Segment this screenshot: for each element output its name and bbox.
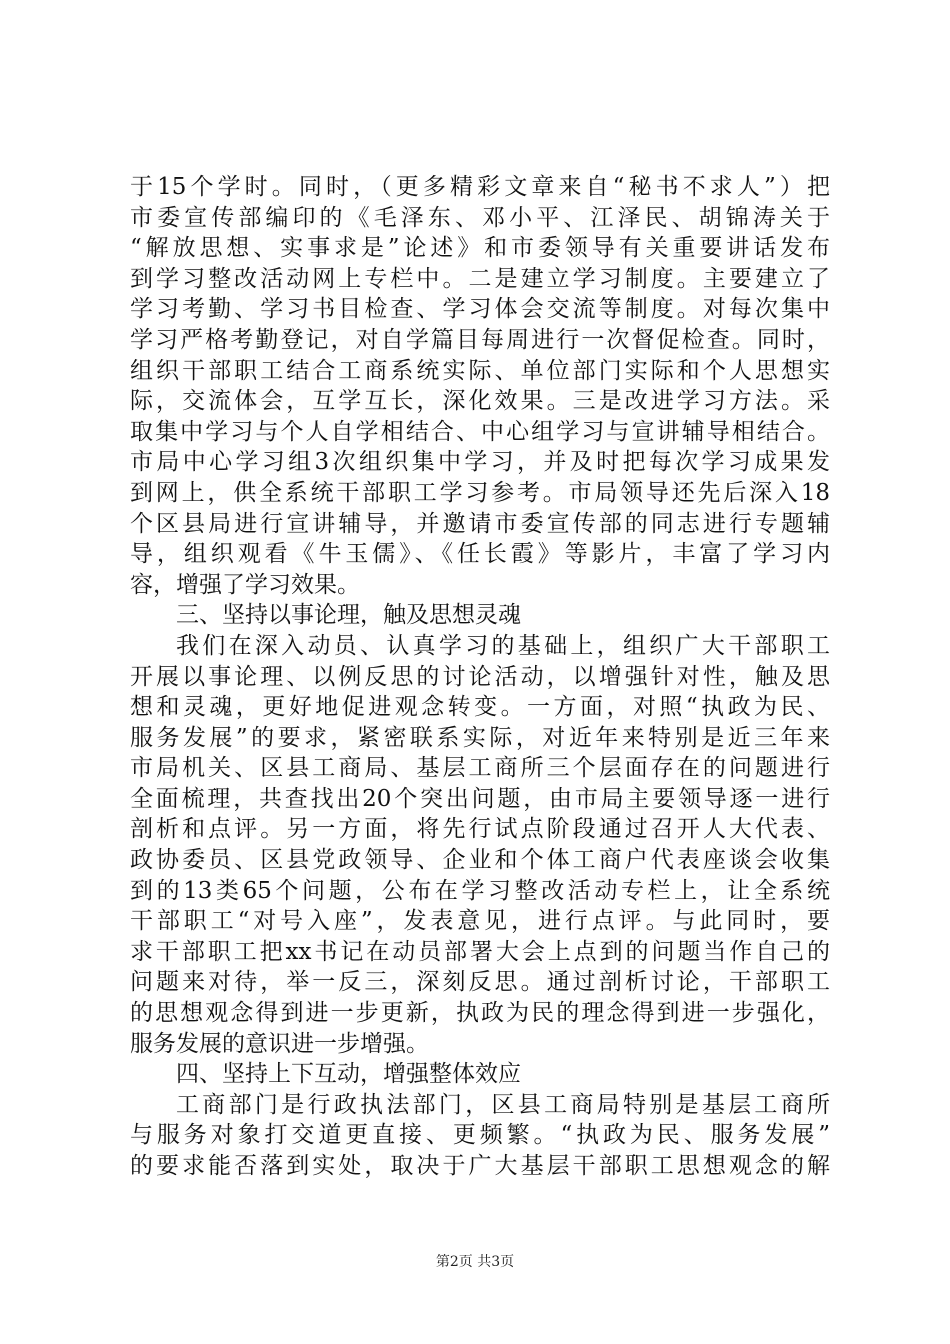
page-footer: 第2页 共3页 [435,1254,515,1270]
paragraph-line: 个区县局进行宣讲辅导，并邀请市委宣传部的同志进行专题辅 [130,510,830,537]
paragraph-line: 容，增强了学习效果。 [130,571,360,598]
paragraph-line: 的要求能否落到实处，取决于广大基层干部职工思想观念的解 [130,1153,830,1179]
paragraph-line: 剖析和点评。另一方面，将先行试点阶段通过召开人大代表、 [130,816,830,843]
paragraph-line: 想和灵魂，更好地促进观念转变。一方面，对照“执政为民、 [130,694,830,721]
paragraph-line: 求干部职工把xx书记在动员部署大会上点到的问题当作自己的 [130,938,830,965]
section-heading: 三、坚持以事论理，触及思想灵魂 [176,602,521,629]
paragraph-line: 与服务对象打交道更直接、更频繁。“执政为民、服务发展” [130,1122,830,1149]
paragraph-line: 市局机关、区县工商局、基层工商所三个层面存在的问题进行 [130,755,830,782]
paragraph-line: 政协委员、区县党政领导、企业和个体工商户代表座谈会收集 [130,847,830,874]
paragraph-line: 学习严格考勤登记，对自学篇目每周进行一次督促检查。同时， [130,326,830,353]
document-body [130,172,830,1182]
paragraph-line: 取集中学习与个人自学相结合、中心组学习与宣讲辅导相结合。 [130,418,830,445]
paragraph-line: 市委宣传部编印的《毛泽东、邓小平、江泽民、胡锦涛关于 [130,204,830,231]
paragraph-line: 问题来对待，举一反三，深刻反思。通过剖析讨论，干部职工 [130,969,830,996]
paragraph-line: 的思想观念得到进一步更新，执政为民的理念得到进一步强化， [130,1000,830,1027]
paragraph-line: 于15个学时。同时，（更多精彩文章来自“秘书不求人”）把 [130,174,830,200]
section-heading: 四、坚持上下互动，增强整体效应 [176,1061,521,1088]
paragraph-line: 际，交流体会，互学互长，深化效果。三是改进学习方法。采 [130,388,830,415]
paragraph-line: 导，组织观看《牛玉儒》、《任长霞》等影片，丰富了学习内 [130,541,830,568]
paragraph-line: 组织干部职工结合工商系统实际、单位部门实际和个人思想实 [130,357,830,384]
paragraph-line: 学习考勤、学习书目检查、学习体会交流等制度。对每次集中 [130,296,830,323]
paragraph-line: 开展以事论理、以例反思的讨论活动，以增强针对性，触及思 [130,663,830,690]
paragraph-line: 到学习整改活动网上专栏中。二是建立学习制度。主要建立了 [130,265,830,292]
paragraph-line: 干部职工“对号入座”，发表意见，进行点评。与此同时，要 [130,908,830,935]
paragraph-line: 服务发展”的要求，紧密联系实际，对近年来特别是近三年来 [130,724,830,751]
paragraph-line: 我们在深入动员、认真学习的基础上，组织广大干部职工 [176,632,830,659]
paragraph-line: 全面梳理，共查找出20个突出问题，由市局主要领导逐一进行 [130,785,830,812]
paragraph-line: “解放思想、实事求是”论述》和市委领导有关重要讲话发布 [130,235,830,262]
paragraph-line: 市局中心学习组3次组织集中学习，并及时把每次学习成果发 [130,449,830,476]
paragraph-line: 服务发展的意识进一步增强。 [130,1030,429,1057]
paragraph-line: 工商部门是行政执法部门，区县工商局特别是基层工商所 [176,1091,830,1118]
paragraph-line: 到网上，供全系统干部职工学习参考。市局领导还先后深入18 [130,479,830,506]
paragraph-line: 到的13类65个问题，公布在学习整改活动专栏上，让全系统 [130,877,830,904]
